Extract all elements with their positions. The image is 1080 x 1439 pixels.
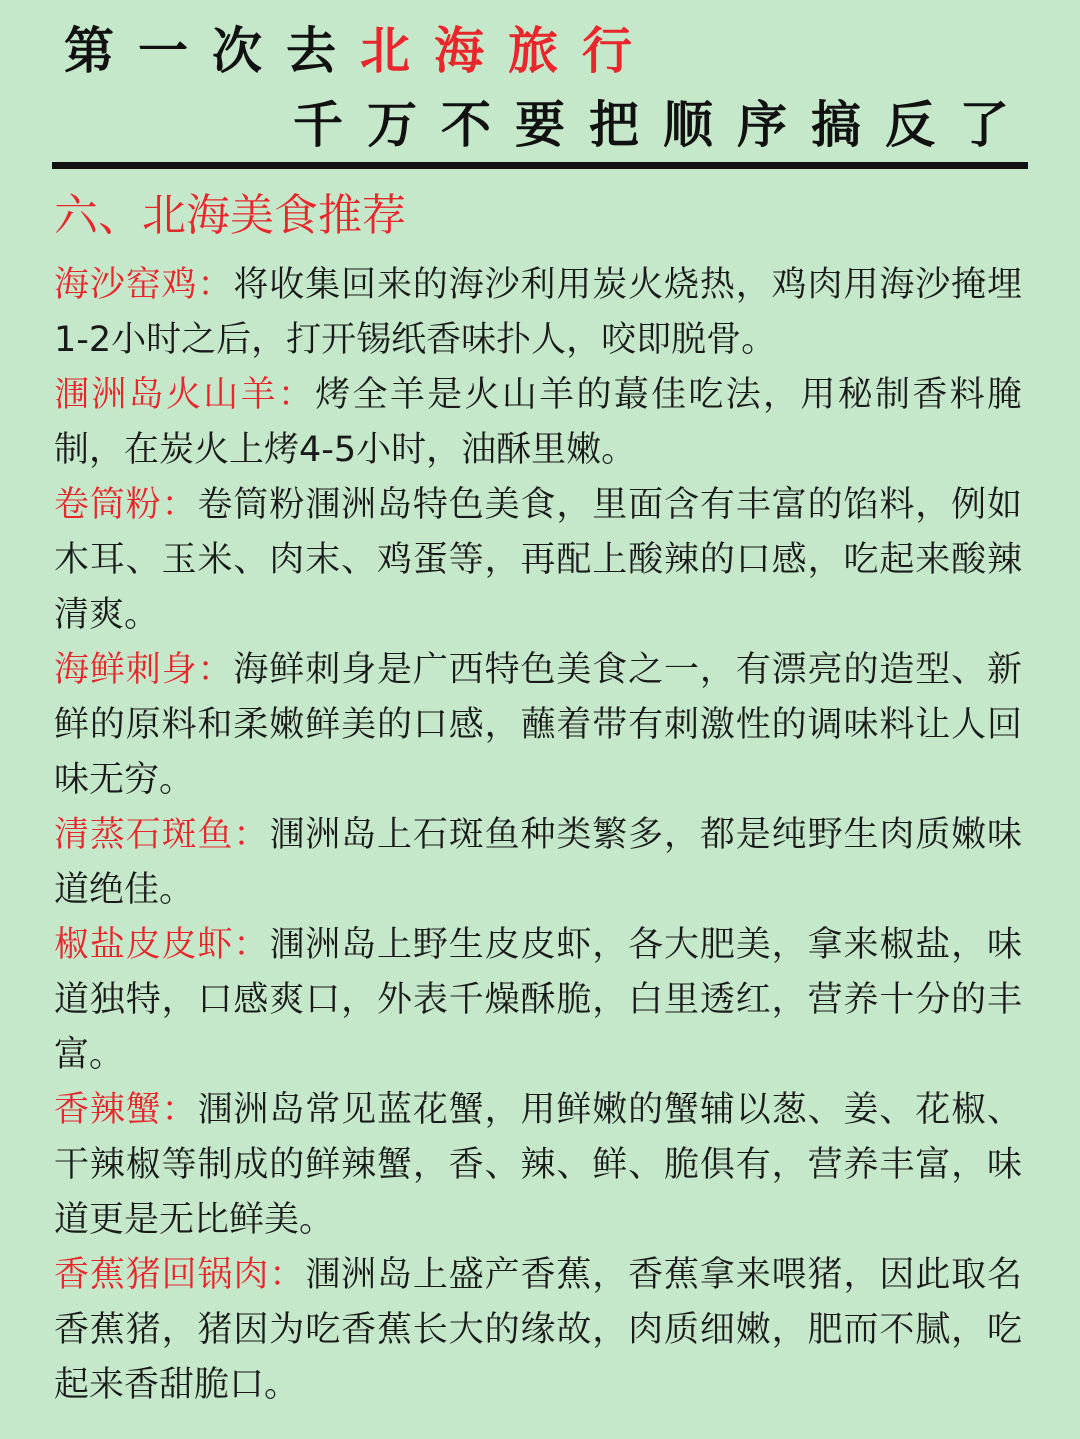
- food-item-seafood-sashimi: [54, 643, 1022, 808]
- food-description: 烤全羊是火山羊的蕞佳吃法，用秘制香料腌制，在炭火上烤4-5小时，油酥里嫩。: [54, 375, 1022, 470]
- title-line-2: 千万不要把顺序搞反了: [293, 96, 1033, 154]
- food-description: 涠洲岛常见蓝花蟹，用鲜嫩的蟹辅以葱、姜、花椒、干辣椒等制成的鲜辣蟹，香、辣、鲜、脆俱有，营养丰富，味道更是无比鲜美。: [54, 1090, 1022, 1240]
- food-name: 香辣蟹：: [54, 1090, 198, 1130]
- food-name: 卷筒粉：: [54, 485, 198, 525]
- food-description: 涠洲岛上石斑鱼种类繁多，都是纯野生肉质嫩味道绝佳。: [54, 815, 1022, 910]
- title-line-1: [64, 18, 656, 84]
- food-name: 清蒸石斑鱼：: [54, 815, 270, 855]
- food-description: 将收集回来的海沙利用炭火烧热，鸡肉用海沙掩埋1-2小时之后，打开锡纸香味扑人，咬即脱骨。: [54, 265, 1022, 360]
- food-description: 海鲜刺身是广西特色美食之一，有漂亮的造型、新鲜的原料和柔嫩鲜美的口感，蘸着带有刺激性的调味料让人回味无穷。: [54, 650, 1022, 800]
- food-name: 海沙窑鸡：: [54, 265, 234, 305]
- food-name: 香蕉猪回锅肉：: [54, 1255, 306, 1295]
- food-description: 卷筒粉涠洲岛特色美食，里面含有丰富的馅料，例如木耳、玉米、肉末、鸡蛋等，再配上酸辣的口感，吃起来酸辣清爽。: [54, 485, 1022, 635]
- title-prefix: 第一次去: [64, 22, 360, 80]
- title-highlight: 北海旅行: [360, 22, 656, 80]
- food-item-banana-pork: [54, 1248, 1022, 1413]
- food-description: 涠洲岛上盛产香蕉，香蕉拿来喂猪，因此取名香蕉猪，猪因为吃香蕉长大的缘故，肉质细嫩，肥而不腻，吃起来香甜脆口。: [54, 1255, 1022, 1405]
- food-item-salt-pepper-mantis-shrimp: [54, 918, 1022, 1083]
- food-item-volcano-goat: [54, 368, 1022, 478]
- food-item-rolled-rice-noodle: [54, 478, 1022, 643]
- food-item-steamed-grouper: [54, 808, 1022, 918]
- section-heading: 六、北海美食推荐: [54, 190, 406, 241]
- food-name: 海鲜刺身：: [54, 650, 234, 690]
- food-name: 椒盐皮皮虾：: [54, 925, 270, 965]
- food-name: 涠洲岛火山羊：: [54, 375, 316, 415]
- title-divider: [52, 162, 1028, 169]
- food-item-sand-kiln-chicken: [54, 258, 1022, 368]
- food-item-spicy-crab: [54, 1083, 1022, 1248]
- food-description: 涠洲岛上野生皮皮虾，各大肥美，拿来椒盐，味道独特，口感爽口，外表千燥酥脆，白里透红，营养十分的丰富。: [54, 925, 1022, 1075]
- food-list: [54, 258, 1022, 1413]
